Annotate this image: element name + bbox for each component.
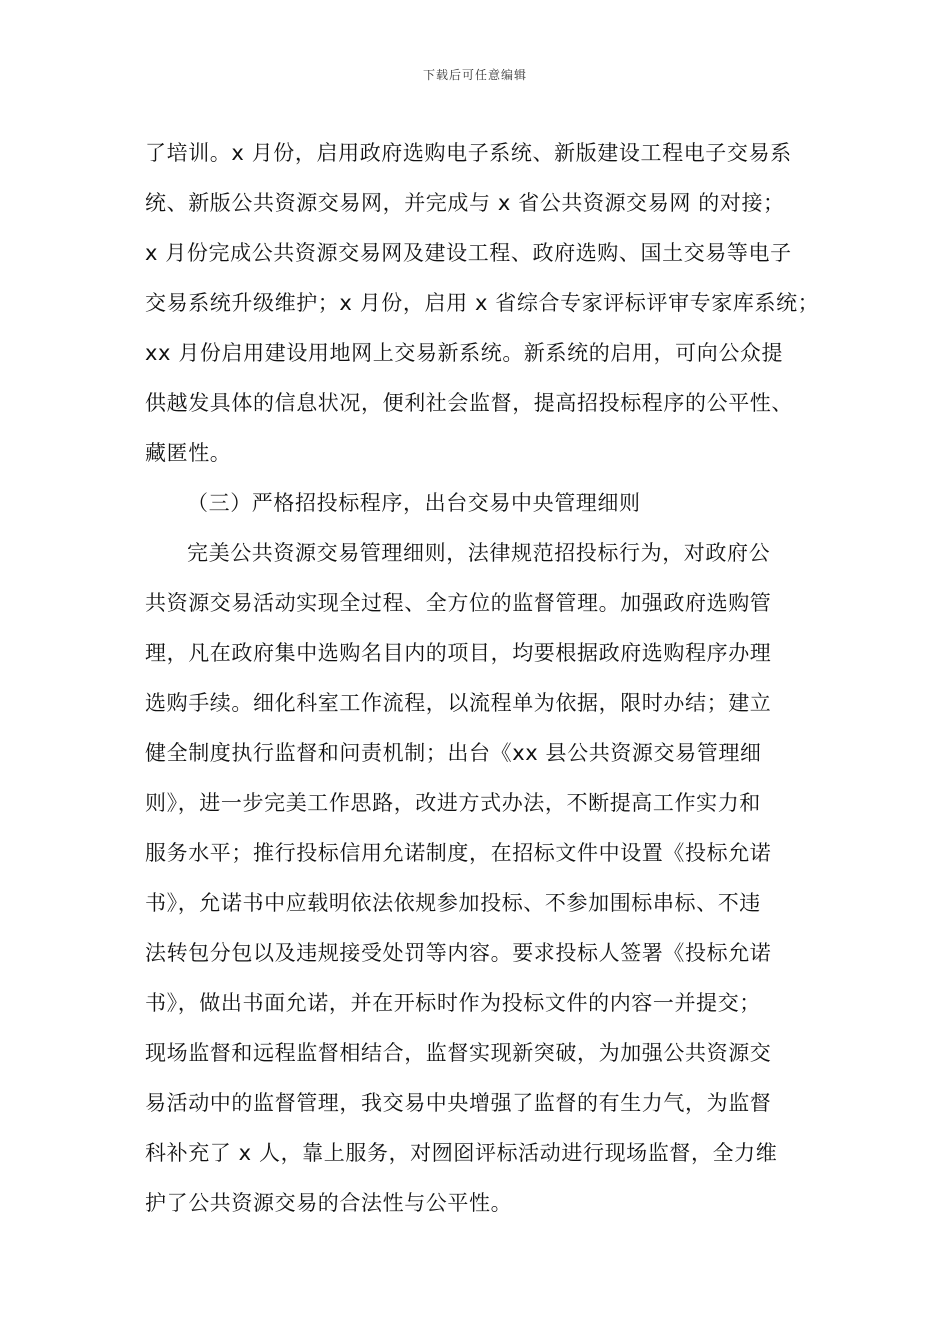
text-line-9: 完美公共资源交易管理细则，法律规范招投标行为，对政府公 bbox=[187, 541, 771, 565]
text-line-1: 了培训。x 月份，启用政府选购电子系统、新版建设工程电子交易系 bbox=[145, 141, 792, 165]
text-line-14: 则》，进一步完美工作思路，改进方式办法，不断提高工作实力和 bbox=[145, 791, 761, 815]
text-line-19: 现场监督和远程监督相结合，监督实现新突破，为加强公共资源交 bbox=[145, 1041, 772, 1065]
text-line-3: x 月份完成公共资源交易网及建设工程、政府选购、国土交易等电子 bbox=[145, 241, 792, 265]
text-line-5: xx 月份启用建设用地网上交易新系统。新系统的启用，可向公众提 bbox=[145, 341, 784, 365]
text-line-7: 藏匿性。 bbox=[145, 441, 232, 465]
section-heading: （三）严格招投标程序，出台交易中央管理细则 bbox=[187, 491, 641, 515]
document-body bbox=[145, 128, 825, 1228]
text-line-16: 书》，允诺书中应载明依法依规参加投标、不参加围标串标、不违 bbox=[145, 891, 761, 915]
text-line-11: 理，凡在政府集中选购名目内的项目，均要根据政府选购程序办理 bbox=[145, 641, 772, 665]
text-line-2: 统、新版公共资源交易网，并完成与 x 省公共资源交易网 的对接； bbox=[145, 191, 785, 215]
text-line-21: 科补充了 x 人，靠上服务，对囫囵评标活动进行现场监督，全力维 bbox=[145, 1141, 778, 1165]
text-line-22: 护了公共资源交易的合法性与公平性。 bbox=[145, 1191, 513, 1215]
text-line-18: 书》，做出书面允诺，并在开标时作为投标文件的内容一并提交； bbox=[145, 991, 761, 1015]
text-line-10: 共资源交易活动实现全过程、全方位的监督管理。加强政府选购管 bbox=[145, 591, 772, 615]
text-line-12: 选购手续。细化科室工作流程，以流程单为依据，限时办结；建立 bbox=[145, 691, 772, 715]
text-line-17: 法转包分包以及违规接受处罚等内容。要求投标人签署《投标允诺 bbox=[145, 941, 772, 965]
text-line-20: 易活动中的监督管理，我交易中央增强了监督的有生力气，为监督 bbox=[145, 1091, 772, 1115]
text-line-4: 交易系统升级维护；x 月份，启用 x 省综合专家评标评审专家库系统； bbox=[145, 291, 820, 315]
text-line-15: 服务水平；推行投标信用允诺制度，在招标文件中设置《投标允诺 bbox=[145, 841, 772, 865]
page-header: 下载后可任意编辑 bbox=[422, 68, 527, 82]
text-line-6: 供越发具体的信息状况，便利社会监督，提高招投标程序的公平性、 bbox=[145, 391, 793, 415]
text-line-13: 健全制度执行监督和问责机制；出台《xx 县公共资源交易管理细 bbox=[145, 741, 762, 765]
